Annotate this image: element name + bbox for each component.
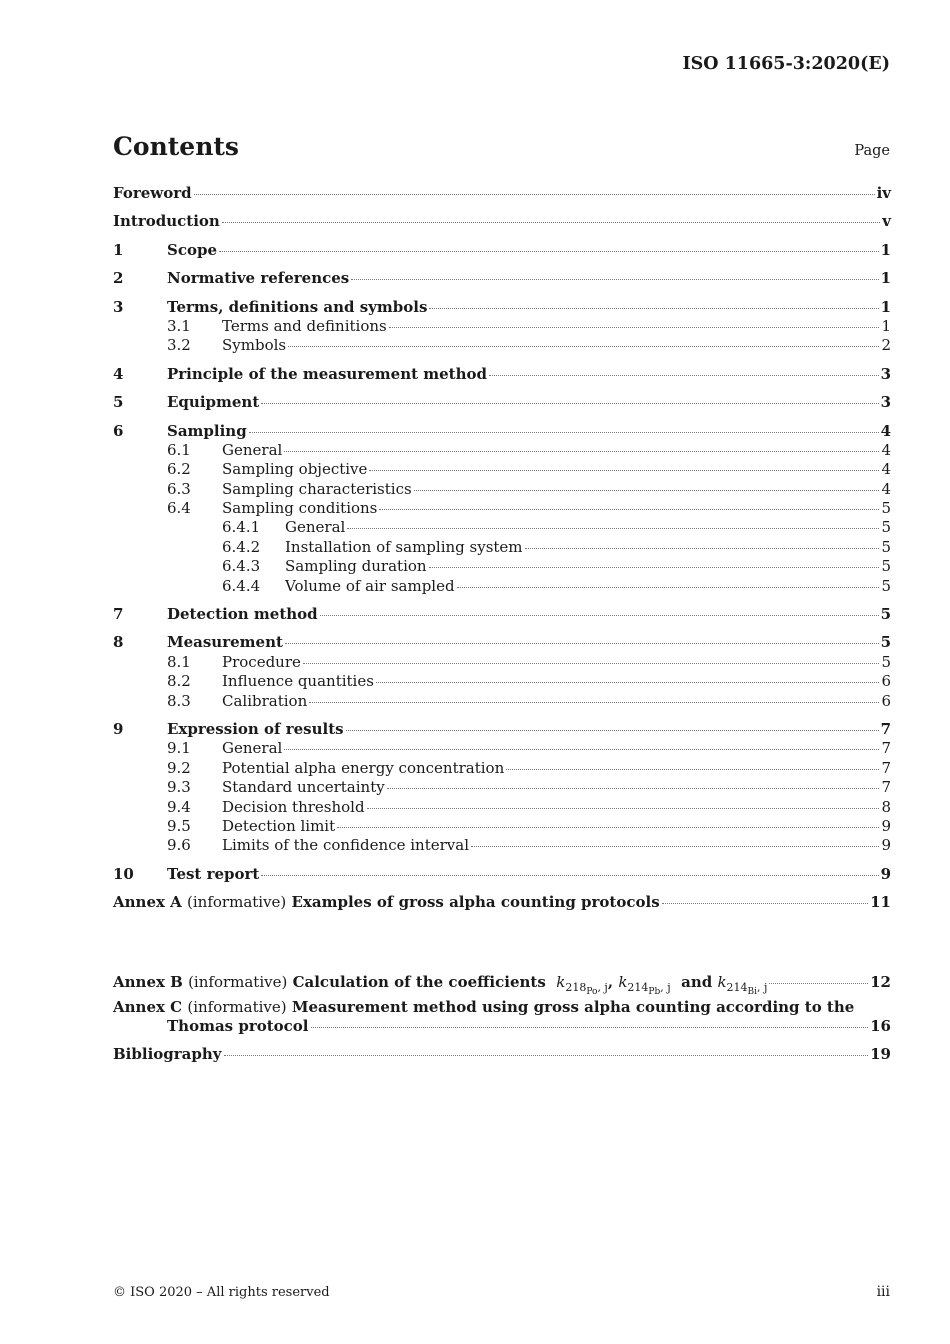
toc-page: 5 (881, 499, 891, 518)
table-of-contents (113, 184, 891, 1065)
dot-leader (662, 902, 868, 904)
dot-leader (311, 1026, 869, 1028)
toc-title: Sampling duration (285, 557, 427, 576)
toc-title: Sampling conditions (222, 499, 378, 518)
toc-number: 7 (113, 605, 124, 624)
annex-title: Measurement method using gross alpha counting according to the (291, 997, 855, 1016)
dot-leader (376, 681, 880, 683)
toc-entry-annex-a[interactable] (113, 893, 891, 912)
dot-leader (288, 345, 879, 347)
toc-page: 5 (881, 557, 891, 576)
toc-entry-8[interactable] (113, 633, 891, 652)
toc-entry-5[interactable] (113, 393, 891, 412)
toc-page: 5 (881, 518, 891, 537)
dot-leader (769, 982, 868, 984)
dot-leader (285, 642, 879, 644)
annex-type: (informative) (188, 972, 288, 991)
toc-number: 8.3 (167, 691, 191, 710)
toc-title: Potential alpha energy concentration (222, 758, 505, 777)
toc-number: 8.1 (167, 652, 191, 671)
dot-leader (320, 614, 879, 616)
toc-title: Sampling characteristics (222, 479, 412, 498)
toc-page: 1 (880, 240, 891, 259)
toc-page: 1 (880, 297, 891, 316)
toc-number: 9.4 (167, 797, 191, 816)
toc-page: 9 (881, 816, 891, 835)
toc-entry-7[interactable] (113, 605, 891, 624)
toc-entry-bibliography[interactable] (113, 1045, 891, 1064)
toc-page: 12 (870, 972, 891, 991)
toc-page: 7 (881, 778, 891, 797)
toc-title: Symbols (222, 336, 287, 355)
toc-title: Limits of the confidence interval (222, 836, 469, 855)
toc-title: Installation of sampling system (285, 537, 523, 556)
toc-entry-3-1[interactable] (113, 317, 891, 336)
annex-title: Examples of gross alpha counting protocols (291, 893, 660, 912)
toc-title (113, 998, 854, 1017)
toc-page: 5 (880, 605, 891, 624)
coefficient-k214pb: $k_{214_{Pb}, j}$ (618, 972, 671, 997)
toc-page: 5 (880, 633, 891, 652)
page-number: iii (876, 1284, 890, 1300)
toc-title: Test report (167, 864, 260, 883)
dot-leader (194, 193, 875, 195)
toc-title: Detection limit (222, 816, 336, 835)
toc-page: 5 (881, 652, 891, 671)
toc-entry-3-2[interactable] (113, 336, 891, 355)
annex-type: (informative) (187, 893, 287, 912)
toc-title: Introduction (113, 212, 220, 231)
toc-number: 9.6 (167, 836, 191, 855)
toc-page: 7 (881, 758, 891, 777)
toc-number: 6.4.1 (222, 518, 261, 537)
toc-entry-6-2[interactable] (113, 460, 891, 479)
toc-entry-6-4-2[interactable] (113, 538, 891, 557)
toc-number: 9.1 (167, 739, 191, 758)
toc-number: 6.4.4 (222, 576, 261, 595)
toc-entry-6-1[interactable] (113, 441, 891, 460)
toc-title: Expression of results (167, 719, 344, 738)
toc-page: 4 (881, 460, 891, 479)
page-title: Contents (113, 132, 240, 161)
toc-page: v (882, 212, 891, 231)
toc-page: 1 (881, 316, 891, 335)
annex-type: (informative) (187, 997, 287, 1016)
toc-entry-6[interactable] (113, 422, 891, 441)
toc-title: General (222, 440, 283, 459)
annex-label: Annex A (113, 893, 182, 912)
toc-title: Procedure (222, 652, 301, 671)
toc-entry-9[interactable] (113, 720, 891, 739)
toc-number: 9.5 (167, 816, 191, 835)
toc-title: Calibration (222, 691, 308, 710)
toc-entry-6-4[interactable] (113, 499, 891, 518)
toc-entry-foreword[interactable] (113, 184, 891, 203)
toc-entry-annex-c[interactable] (113, 998, 891, 1017)
toc-page: 5 (881, 576, 891, 595)
toc-page: 3 (880, 393, 891, 412)
toc-title: Principle of the measurement method (167, 364, 487, 383)
coefficient-k218po: $k_{218_{Po}, j}$ (556, 972, 608, 997)
toc-title: Scope (167, 240, 218, 259)
toc-title: Thomas protocol (167, 1016, 309, 1035)
page-column-label: Page (854, 143, 890, 159)
toc-number: 3.1 (167, 316, 191, 335)
toc-number: 8 (113, 633, 124, 652)
toc-page: 11 (870, 893, 891, 912)
toc-title: Sampling objective (222, 460, 368, 479)
toc-entry-2[interactable] (113, 269, 891, 288)
toc-title: Detection method (167, 605, 318, 624)
dot-leader (525, 547, 880, 549)
toc-title: Sampling (167, 421, 247, 440)
toc-title (113, 893, 660, 912)
toc-title: Equipment (167, 393, 260, 412)
dot-leader (261, 874, 878, 876)
toc-title: Volume of air sampled (285, 576, 455, 595)
dot-leader (489, 374, 879, 376)
toc-number: 9.3 (167, 778, 191, 797)
annex-label: Annex C (113, 997, 183, 1016)
toc-number: 6.4.3 (222, 557, 261, 576)
toc-page: 19 (870, 1045, 891, 1064)
annex-label: Annex B (113, 972, 183, 991)
dot-leader (351, 278, 878, 280)
toc-title: Bibliography (113, 1045, 222, 1064)
toc-entry-6-3[interactable] (113, 480, 891, 499)
toc-number: 6.3 (167, 479, 191, 498)
toc-entry-10[interactable] (113, 865, 891, 884)
toc-page: 9 (881, 836, 891, 855)
toc-page: 4 (881, 479, 891, 498)
dot-leader (337, 826, 879, 828)
dot-leader (224, 1054, 869, 1056)
coefficient-k214bi: $k_{214_{Bi}, j}$ (717, 972, 768, 997)
dot-leader (414, 489, 880, 491)
dot-leader (389, 326, 880, 328)
toc-title: Annex B (informative) Calculation of the coefficients $k_{218_{Po}, j}$, $k_{214_{Pb}, j}$ and $k_{214_{Bi}, j}$ (113, 972, 768, 997)
toc-number: 6 (113, 421, 124, 440)
toc-page: 4 (880, 421, 891, 440)
dot-leader (347, 527, 879, 529)
toc-title: Terms and definitions (222, 316, 387, 335)
toc-entry-8-1[interactable] (113, 653, 891, 672)
toc-number: 3 (113, 297, 124, 316)
toc-entry-annex-c-continued[interactable] (113, 1017, 891, 1036)
toc-title: Terms, definitions and symbols (167, 297, 428, 316)
toc-title: General (285, 518, 346, 537)
toc-entry-3[interactable] (113, 298, 891, 317)
dot-leader (379, 508, 879, 510)
dot-leader (249, 431, 879, 433)
toc-title: Influence quantities (222, 672, 374, 691)
toc-page: 3 (880, 364, 891, 383)
toc-number: 4 (113, 364, 124, 383)
toc-title: Decision threshold (222, 797, 365, 816)
toc-entry-6-4-3[interactable] (113, 557, 891, 576)
toc-title: Standard uncertainty (222, 778, 385, 797)
toc-page: 7 (880, 719, 891, 738)
toc-page: 6 (881, 691, 891, 710)
toc-entry-annex-b[interactable] (113, 969, 891, 995)
toc-page: 9 (880, 864, 891, 883)
dot-leader (284, 748, 879, 750)
toc-entry-9-2[interactable] (113, 759, 891, 778)
dot-leader (369, 469, 879, 471)
dot-leader (457, 586, 880, 588)
toc-entry-6-4-1[interactable] (113, 518, 891, 537)
toc-entry-9-4[interactable] (113, 798, 891, 817)
dot-leader (309, 701, 879, 703)
toc-page: 4 (881, 440, 891, 459)
dot-leader (367, 807, 880, 809)
dot-leader (387, 787, 880, 789)
dot-leader (222, 221, 880, 223)
toc-entry-8-3[interactable] (113, 692, 891, 711)
toc-number: 8.2 (167, 672, 191, 691)
dot-leader (471, 845, 879, 847)
toc-entry-introduction[interactable] (113, 212, 891, 231)
toc-entry-4[interactable] (113, 365, 891, 384)
toc-entry-9-5[interactable] (113, 817, 891, 836)
toc-number: 5 (113, 393, 124, 412)
toc-entry-1[interactable] (113, 241, 891, 260)
document-id: ISO 11665-3:2020(E) (682, 54, 890, 74)
toc-entry-9-6[interactable] (113, 836, 891, 855)
toc-page: 5 (881, 537, 891, 556)
toc-title: General (222, 739, 283, 758)
toc-title: Normative references (167, 269, 350, 288)
dot-leader (346, 729, 879, 731)
toc-entry-9-3[interactable] (113, 778, 891, 797)
toc-entry-9-1[interactable] (113, 739, 891, 758)
toc-entry-6-4-4[interactable] (113, 577, 891, 596)
toc-page: 7 (881, 739, 891, 758)
toc-page: iv (876, 184, 891, 202)
dot-leader (284, 450, 879, 452)
toc-page: 2 (881, 336, 891, 355)
toc-page: 1 (880, 269, 891, 288)
toc-number: 3.2 (167, 336, 191, 355)
toc-number: 6.1 (167, 440, 191, 459)
toc-title: Foreword (113, 184, 192, 202)
dot-leader (506, 768, 879, 770)
annex-title: Calculation of the coefficients (292, 972, 546, 991)
copyright-notice: © ISO 2020 – All rights reserved (113, 1285, 330, 1300)
toc-page: 16 (870, 1016, 891, 1035)
dot-leader (303, 662, 880, 664)
toc-number: 2 (113, 269, 124, 288)
toc-number: 6.2 (167, 460, 191, 479)
toc-number: 9.2 (167, 758, 191, 777)
toc-page: 6 (881, 672, 891, 691)
toc-number: 9 (113, 719, 124, 738)
toc-title: Measurement (167, 633, 283, 652)
toc-number: 1 (113, 240, 124, 259)
dot-leader (429, 566, 880, 568)
dot-leader (219, 250, 879, 252)
dot-leader (261, 402, 878, 404)
toc-number: 10 (113, 864, 134, 883)
dot-leader (429, 307, 878, 309)
toc-number: 6.4 (167, 499, 191, 518)
toc-page: 8 (881, 797, 891, 816)
toc-entry-8-2[interactable] (113, 672, 891, 691)
toc-number: 6.4.2 (222, 537, 261, 556)
